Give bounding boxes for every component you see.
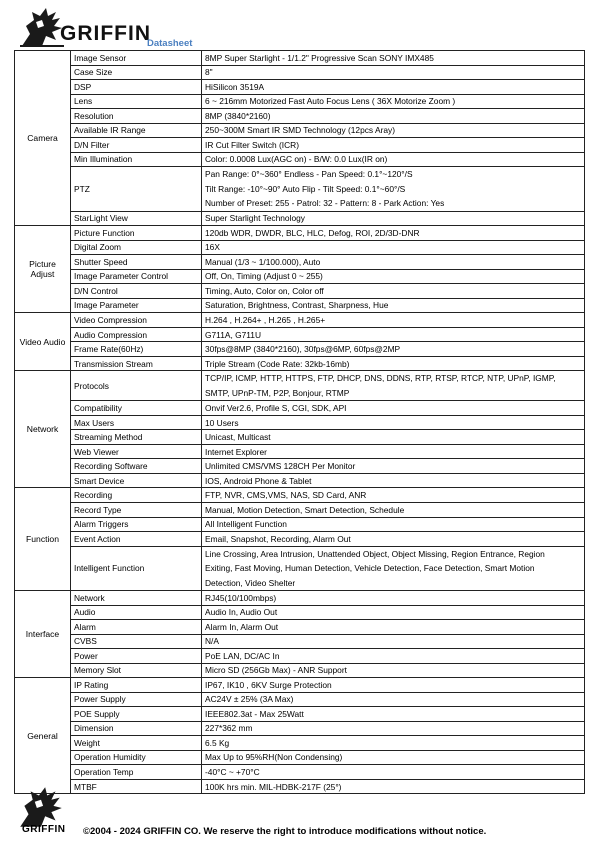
spec-row xyxy=(15,109,585,124)
spec-row xyxy=(15,269,585,284)
spec-label: DSP xyxy=(71,80,202,95)
spec-row xyxy=(15,707,585,722)
spec-value: H.264 , H.264+ , H.265 , H.265+ xyxy=(202,313,585,328)
header xyxy=(14,4,585,50)
spec-value: Super Starlight Technology xyxy=(202,211,585,226)
spec-label: Transmission Stream xyxy=(71,356,202,371)
spec-value-line: Pan Range: 0°~360° Endless - Pan Speed: 0.1°~120°/S xyxy=(205,169,413,180)
spec-value: 30fps@8MP (3840*2160), 30fps@6MP, 60fps@2MP xyxy=(202,342,585,357)
spec-row xyxy=(15,721,585,736)
spec-value: Email, Snapshot, Recording, Alarm Out xyxy=(202,532,585,547)
spec-value: Color: 0.0008 Lux(AGC on) - B/W: 0.0 Lux(IR on) xyxy=(202,152,585,167)
spec-row xyxy=(15,51,585,66)
spec-value: 8" xyxy=(202,65,585,80)
footer xyxy=(0,782,595,842)
spec-value-line: Line Crossing, Area Intrusion, Unattended Object, Object Missing, Region Entrance, Region xyxy=(205,548,545,559)
spec-label: D/N Control xyxy=(71,284,202,299)
spec-label: Operation Temp xyxy=(71,765,202,780)
spec-label: Min Illumination xyxy=(71,152,202,167)
spec-value: Manual, Motion Detection, Smart Detection, Schedule xyxy=(202,502,585,517)
spec-label: Image Sensor xyxy=(71,51,202,66)
spec-label: Streaming Method xyxy=(71,430,202,445)
spec-label: Shutter Speed xyxy=(71,255,202,270)
spec-label: Image Parameter Control xyxy=(71,269,202,284)
spec-row xyxy=(15,430,585,445)
spec-row xyxy=(15,736,585,751)
spec-label: Recording xyxy=(71,488,202,503)
spec-value: Saturation, Brightness, Contrast, Sharpness, Hue xyxy=(202,298,585,313)
spec-row xyxy=(15,415,585,430)
spec-label: Alarm Triggers xyxy=(71,517,202,532)
spec-value: 100K hrs min. MIL-HDBK-217F (25°) xyxy=(202,779,585,794)
spec-label: D/N Filter xyxy=(71,138,202,153)
spec-label: Available IR Range xyxy=(71,123,202,138)
spec-label: Image Parameter xyxy=(71,298,202,313)
spec-label: Smart Device xyxy=(71,473,202,488)
spec-row xyxy=(15,692,585,707)
spec-value: Max Up to 95%RH(Non Condensing) xyxy=(202,750,585,765)
spec-row xyxy=(15,138,585,153)
spec-label: Network xyxy=(71,591,202,606)
spec-label: CVBS xyxy=(71,634,202,649)
spec-value: Micro SD (256Gb Max) - ANR Support xyxy=(202,663,585,678)
section-category: Picture Adjust xyxy=(15,226,71,313)
spec-label: Alarm xyxy=(71,620,202,635)
spec-label: Video Compression xyxy=(71,313,202,328)
spec-value: N/A xyxy=(202,634,585,649)
spec-row xyxy=(15,517,585,532)
spec-row xyxy=(15,663,585,678)
spec-row xyxy=(15,546,585,591)
spec-value: Timing, Auto, Color on, Color off xyxy=(202,284,585,299)
spec-value: HiSilicon 3519A xyxy=(202,80,585,95)
spec-row xyxy=(15,94,585,109)
section-category: Interface xyxy=(15,591,71,678)
spec-label: StarLight View xyxy=(71,211,202,226)
spec-value: 16X xyxy=(202,240,585,255)
spec-row xyxy=(15,167,585,212)
spec-row xyxy=(15,211,585,226)
spec-row xyxy=(15,634,585,649)
spec-value: Triple Stream (Code Rate: 32kb-16mb) xyxy=(202,356,585,371)
spec-value: FTP, NVR, CMS,VMS, NAS, SD Card, ANR xyxy=(202,488,585,503)
spec-label: Weight xyxy=(71,736,202,751)
spec-value xyxy=(202,546,585,591)
spec-value: IP67, IK10 , 6KV Surge Protection xyxy=(202,678,585,693)
spec-label: Audio Compression xyxy=(71,327,202,342)
spec-row xyxy=(15,532,585,547)
spec-value: AC24V ± 25% (3A Max) xyxy=(202,692,585,707)
spec-row xyxy=(15,284,585,299)
spec-label: Audio xyxy=(71,605,202,620)
spec-label: Compatibility xyxy=(71,401,202,416)
spec-value-line: Number of Preset: 255 - Patrol: 32 - Pattern: 8 - Park Action: Yes xyxy=(205,198,445,209)
spec-row xyxy=(15,444,585,459)
spec-value: PoE LAN, DC/AC In xyxy=(202,649,585,664)
spec-row xyxy=(15,371,585,401)
spec-row xyxy=(15,459,585,474)
spec-row xyxy=(15,678,585,693)
section-category: Network xyxy=(15,371,71,488)
spec-row xyxy=(15,342,585,357)
spec-label: Web Viewer xyxy=(71,444,202,459)
spec-value: 6.5 Kg xyxy=(202,736,585,751)
spec-row xyxy=(15,591,585,606)
footer-brand: GRIFFIN xyxy=(22,824,66,835)
spec-row xyxy=(15,502,585,517)
spec-value: Manual (1/3 ~ 1/100.000), Auto xyxy=(202,255,585,270)
spec-label: Digital Zoom xyxy=(71,240,202,255)
spec-value: Onvif Ver2.6, Profile S, CGI, SDK, API xyxy=(202,401,585,416)
spec-label: Max Users xyxy=(71,415,202,430)
spec-value: 227*362 mm xyxy=(202,721,585,736)
spec-row xyxy=(15,401,585,416)
spec-value: 120db WDR, DWDR, BLC, HLC, Defog, ROI, 2D/3D-DNR xyxy=(202,226,585,241)
spec-value: IEEE802.3at - Max 25Watt xyxy=(202,707,585,722)
spec-row xyxy=(15,605,585,620)
spec-row xyxy=(15,240,585,255)
spec-row xyxy=(15,356,585,371)
spec-label: POE Supply xyxy=(71,707,202,722)
spec-label: Frame Rate(60Hz) xyxy=(71,342,202,357)
spec-label: Protocols xyxy=(71,371,202,401)
spec-label: PTZ xyxy=(71,167,202,212)
spec-label: Resolution xyxy=(71,109,202,124)
spec-value xyxy=(202,167,585,212)
spec-value-line: SMTP, UPnP-TM, P2P, Bonjour, RTMP xyxy=(205,387,350,398)
spec-row xyxy=(15,80,585,95)
section-category: Function xyxy=(15,488,71,591)
spec-label: Operation Humidity xyxy=(71,750,202,765)
spec-value: RJ45(10/100mbps) xyxy=(202,591,585,606)
spec-value: G711A, G711U xyxy=(202,327,585,342)
spec-value: IR Cut Filter Switch (ICR) xyxy=(202,138,585,153)
spec-value: Off, On, Timing (Adjust 0 ~ 255) xyxy=(202,269,585,284)
spec-label: MTBF xyxy=(71,779,202,794)
spec-row xyxy=(15,750,585,765)
spec-row xyxy=(15,123,585,138)
spec-value: 8MP Super Starlight - 1/1.2" Progressive Scan SONY IMX485 xyxy=(202,51,585,66)
spec-value-line: Tilt Range: -10°~90° Auto Flip - Tilt Speed: 0.1°~60°/S xyxy=(205,183,406,194)
copyright-notice: ©2004 - 2024 GRIFFIN CO. We reserve the right to introduce modifications without notice. xyxy=(83,826,487,837)
spec-row xyxy=(15,327,585,342)
spec-row xyxy=(15,488,585,503)
spec-label: Power Supply xyxy=(71,692,202,707)
section-category: General xyxy=(15,678,71,794)
spec-row xyxy=(15,649,585,664)
spec-row xyxy=(15,65,585,80)
brand-name: GRIFFIN xyxy=(60,22,151,45)
spec-value: -40°C ~ +70°C xyxy=(202,765,585,780)
spec-label: Event Action xyxy=(71,532,202,547)
spec-label: Lens xyxy=(71,94,202,109)
spec-value: Audio In, Audio Out xyxy=(202,605,585,620)
spec-label: Intelligent Function xyxy=(71,546,202,591)
spec-value: Internet Explorer xyxy=(202,444,585,459)
section-category: Video Audio xyxy=(15,313,71,371)
spec-value: 10 Users xyxy=(202,415,585,430)
spec-row xyxy=(15,313,585,328)
spec-table-container xyxy=(14,50,585,794)
spec-row xyxy=(15,473,585,488)
spec-row xyxy=(15,255,585,270)
spec-label: Dimension xyxy=(71,721,202,736)
spec-row xyxy=(15,152,585,167)
spec-value: Unlimited CMS/VMS 128CH Per Monitor xyxy=(202,459,585,474)
spec-value: Unicast, Multicast xyxy=(202,430,585,445)
spec-value: All Intelligent Function xyxy=(202,517,585,532)
spec-row xyxy=(15,620,585,635)
spec-value-line: TCP/IP, ICMP, HTTP, HTTPS, FTP, DHCP, DNS, DDNS, RTP, RTSP, RTCP, NTP, UPnP, IGMP, xyxy=(205,373,556,384)
spec-value: 250~300M Smart IR SMD Technology (12pcs Aray) xyxy=(202,123,585,138)
spec-label: Power xyxy=(71,649,202,664)
spec-value: Alarm In, Alarm Out xyxy=(202,620,585,635)
spec-label: Memory Slot xyxy=(71,663,202,678)
spec-table xyxy=(14,50,585,794)
spec-value: IOS, Android Phone & Tablet xyxy=(202,473,585,488)
spec-label: Record Type xyxy=(71,502,202,517)
spec-row xyxy=(15,226,585,241)
spec-value-line: Detection, Video Shelter xyxy=(205,577,296,588)
spec-value: 6 ~ 216mm Motorized Fast Auto Focus Lens ( 36X Motorize Zoom ) xyxy=(202,94,585,109)
spec-row xyxy=(15,765,585,780)
section-category: Camera xyxy=(15,51,71,226)
spec-label: Case Size xyxy=(71,65,202,80)
spec-row xyxy=(15,298,585,313)
spec-value-line: Exiting, Fast Moving, Human Detection, Vehicle Detection, Face Detection, Smart Motion xyxy=(205,563,535,574)
spec-value xyxy=(202,371,585,401)
spec-value: 8MP (3840*2160) xyxy=(202,109,585,124)
document-subtitle: Datasheet xyxy=(147,38,193,49)
spec-label: IP Rating xyxy=(71,678,202,693)
spec-label: Recording Software xyxy=(71,459,202,474)
spec-label: Picture Function xyxy=(71,226,202,241)
